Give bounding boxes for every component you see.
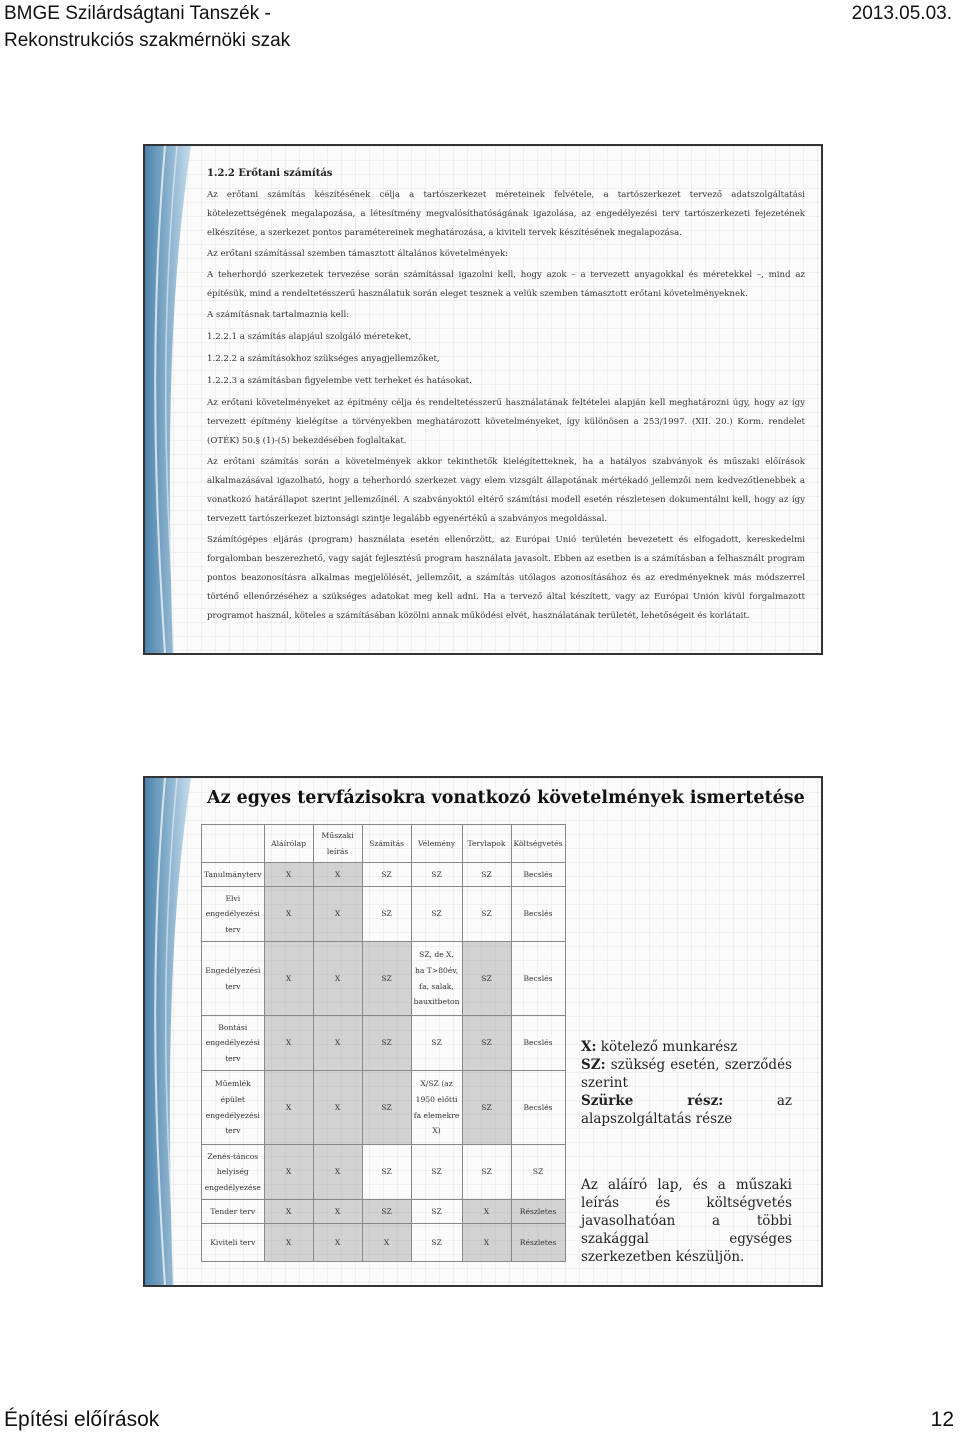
table-cell: X (264, 1200, 313, 1224)
slide-swoosh-decoration (145, 146, 215, 653)
table-cell: X (313, 863, 362, 887)
table-legend (581, 1038, 792, 1128)
legend-item-x: X: kötelező munkarész (581, 1039, 738, 1055)
table-row (202, 942, 566, 1016)
slide-note: Az aláíró lap, és a műszaki leírás és költségvetés javasolhatóan a többi szakággal egységes szerkezetben készüljön. (581, 1177, 792, 1265)
table-cell: X (362, 1224, 411, 1262)
table-header-cell: Tervlapok (462, 825, 511, 863)
slide-strength-calculation (143, 144, 823, 655)
table-cell: X (313, 1016, 362, 1071)
table-cell: SZ (411, 1224, 462, 1262)
table-cell: SZ (362, 1200, 411, 1224)
table-cell: SZ (411, 887, 462, 942)
table-cell: SZ (411, 863, 462, 887)
table-cell: X (264, 1145, 313, 1200)
table-cell: Részletes (511, 1200, 565, 1224)
table-cell: X (264, 863, 313, 887)
table-row (202, 1145, 566, 1200)
table-header-cell: Számítás (362, 825, 411, 863)
table-cell: SZ (462, 1071, 511, 1145)
requirements-table (201, 824, 566, 1262)
list-item: 1.2.2.1 a számítás alapjául szolgáló méreteket, (207, 332, 412, 342)
table-cell: SZ (462, 942, 511, 1016)
table-cell: SZ (511, 1145, 565, 1200)
table-header-row (202, 825, 566, 863)
paragraph: A számításnak tartalmaznia kell: (207, 310, 350, 320)
table-cell: SZ (462, 1016, 511, 1071)
row-label: Kiviteli terv (202, 1224, 265, 1262)
row-label: Elvi engedélyezési terv (202, 887, 265, 942)
table-header-cell: Vélemény (411, 825, 462, 863)
table-cell: SZ (462, 887, 511, 942)
table-cell: X (313, 1200, 362, 1224)
row-label: Bontási engedélyezési terv (202, 1016, 265, 1071)
table-cell: Becslés (511, 942, 565, 1016)
footer-title: Építési előírások (4, 1408, 160, 1431)
table-cell: Becslés (511, 1071, 565, 1145)
list-item: 1.2.2.3 a számításban figyelembe vett terheket és hatásokat. (207, 376, 472, 386)
table-cell: SZ (362, 887, 411, 942)
table-row (202, 887, 566, 942)
table-header-cell: Költségvetés (511, 825, 565, 863)
table-header-cell: Műszaki leírás (313, 825, 362, 863)
row-label: Engedélyezési terv (202, 942, 265, 1016)
table-cell: X (313, 887, 362, 942)
list-item: 1.2.2.2 a számításokhoz szükséges anyagjellemzőket, (207, 354, 440, 364)
header-line-1: BMGE Szilárdságtani Tanszék - (4, 3, 271, 24)
table-cell: X (264, 1016, 313, 1071)
paragraph: Az erőtani követelményeket az építmény célja és rendeltetésszerű használatának feltételei alapján kell meghatározni úgy, hogy az így tervezett építmény kielégítse a törvényekben meghatározott követelményeket, így különösen a 253/1997. (XII. 20.) Korm. rendelet (OTÉK) 50.§ (1)-(5) bekezdésében foglaltakat. (207, 398, 805, 446)
paragraph: Az erőtani számítással szemben támasztott általános követelmények: (207, 249, 509, 259)
row-label: Zenés-táncos helyiség engedélyezése (202, 1145, 265, 1200)
paragraph: Az erőtani számítás során a követelmények akkor tekinthetők kielégítetteknek, ha a hatályos szabványok és műszaki előírások alkalmazásával igazolható, hogy a teherhordó szerkezet vagy elem vizsgált állapotának mértékadó jellemzői nem kedvezőtlenebbek a vonatkozó határállapot szerint jellemzőinél. A szabványoktól eltérő számítási modell esetén részletesen dokumentálni kell, hogy az így tervezett tartószerkezet biztonsági szintje legalább egyenértékű a szabványos megoldással. (207, 457, 805, 524)
table-cell: X (462, 1224, 511, 1262)
table-cell: SZ (462, 863, 511, 887)
slide1-content (207, 164, 805, 628)
table-cell: SZ (362, 1016, 411, 1071)
table-cell: SZ (362, 863, 411, 887)
table-cell: Becslés (511, 863, 565, 887)
table-cell: X (264, 1071, 313, 1145)
paragraph: Számítógépes eljárás (program) használata esetén ellenőrzött, az Európai Unió területén bevezetett és elfogadott, kereskedelmi forgalomban beszerezhető, vagy saját fejlesztésű program használata javasolt. Ebben az esetben is a számításban a felhasznált program pontos beazonosításra alkalmas megjelölését, jellemzőit, a számítás utólagos azonosításához és az eredményeknek más módszerrel történő ellenőrzéséhez a szükséges adatokat meg kell adni. Ha a tervező által készített, vagy az Európai Unión kívül forgalmazott programot használ, köteles a számításában közölni annak működési elvét, használatának területét, lehetőségeit és korlátait. (207, 535, 805, 621)
table-cell: X (313, 942, 362, 1016)
slide-design-phase-requirements (143, 776, 823, 1287)
table-cell: SZ (411, 1145, 462, 1200)
table-cell: SZ (411, 1200, 462, 1224)
table-cell: X (462, 1200, 511, 1224)
table-row (202, 1016, 566, 1071)
paragraph: A teherhordó szerkezetek tervezése során számítással igazolni kell, hogy azok – a tervezett anyagokkal és méretekkel –, mind az építésük, mind a rendeltetésszerű használatuk során eleget tesznek a velük szemben támasztott erőtani követelményeknek. (207, 270, 805, 299)
table-cell: SZ (411, 1016, 462, 1071)
table-cell: SZ, de X, ha T>80év, fa, salak, bauxitbeton (411, 942, 462, 1016)
table-cell: X (313, 1071, 362, 1145)
table-row (202, 1224, 566, 1262)
row-label: Tender terv (202, 1200, 265, 1224)
table-cell: X (264, 1224, 313, 1262)
table-cell: X/SZ (az 1950 előtti fa elemekre X) (411, 1071, 462, 1145)
row-label: Tanulmányterv (202, 863, 265, 887)
page-number: 12 (930, 1408, 954, 1431)
header-date: 2013.05.03. (851, 3, 952, 24)
header-line-2: Rekonstrukciós szakmérnöki szak (4, 30, 291, 51)
section-heading: 1.2.2 Erőtani számítás (207, 168, 333, 179)
table-cell: X (264, 887, 313, 942)
legend-item-gray: Szürke rész: az alapszolgáltatás része (581, 1093, 792, 1127)
table-row (202, 1071, 566, 1145)
table-header-cell (202, 825, 265, 863)
row-label: Műemlék épület engedélyezési terv (202, 1071, 265, 1145)
table-cell: Becslés (511, 887, 565, 942)
table-cell: SZ (362, 942, 411, 1016)
table-cell: Részletes (511, 1224, 565, 1262)
legend-item-sz: SZ: szükség esetén, szerződés szerint (581, 1057, 792, 1091)
table-cell: SZ (362, 1071, 411, 1145)
table-cell: Becslés (511, 1016, 565, 1071)
table-cell: SZ (462, 1145, 511, 1200)
table-cell: X (264, 942, 313, 1016)
table-cell: X (313, 1145, 362, 1200)
table-cell: X (313, 1224, 362, 1262)
table-row (202, 1200, 566, 1224)
slide-title: Az egyes tervfázisokra vonatkozó követelmények ismertetése (207, 788, 805, 808)
paragraph: Az erőtani számítás készítésének célja a tartószerkezet méreteinek felvétele, a tartószerkezet tervező adatszolgáltatási kötelezettségének megalapozása, a létesítmény megvalósíthatóságának igazolása, az engedélyezési terv tartószerkezeti fejezetének elkészítése, a szerkezet pontos paramétereinek meghatározása, a kiviteli tervek készítésének megalapozása. (207, 190, 805, 238)
header-title (4, 0, 290, 54)
table-cell: SZ (362, 1145, 411, 1200)
table-header-cell: Aláírólap (264, 825, 313, 863)
table-row (202, 863, 566, 887)
